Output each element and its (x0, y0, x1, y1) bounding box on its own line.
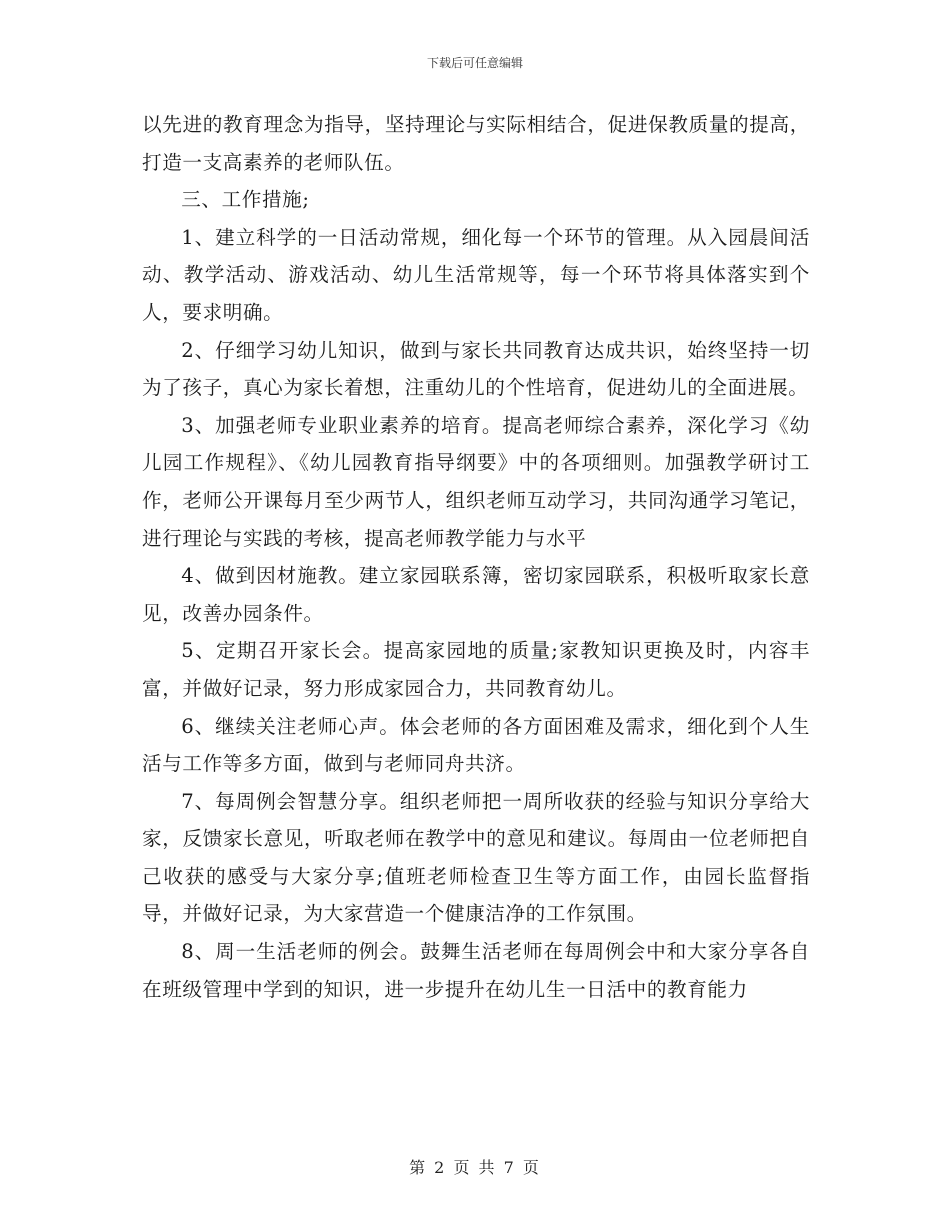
paragraph-measure-2: 2、仔细学习幼儿知识，做到与家长共同教育达成共识，始终坚持一切为了孩子，真心为家长着想，注重幼儿的个性培育，促进幼儿的全面进展。 (142, 338, 810, 400)
paragraph-measure-7: 7、每周例会智慧分享。组织老师把一周所收获的经验与知识分享给大家，反馈家长意见，听取老师在教学中的意见和建议。每周由一位老师把自己收获的感受与大家分享;值班老师检查卫生等方面工作，由园长监督指导，并做好记录，为大家营造一个健康洁净的工作氛围。 (142, 789, 810, 926)
paragraph-measure-5: 5、定期召开家长会。提高家园地的质量;家教知识更换及时，内容丰富，并做好记录，努力形成家园合力，共同教育幼儿。 (142, 639, 810, 700)
paragraph-intro-continuation: 以先进的教育理念为指导，坚持理论与实际相结合，促进保教质量的提高，打造一支高素养的老师队伍。 (142, 113, 810, 174)
paragraph-measure-1: 1、建立科学的一日活动常规，细化每一个环节的管理。从入园晨间活动、教学活动、游戏活动、幼儿生活常规等，每一个环节将具体落实到个人，要求明确。 (142, 225, 810, 324)
section-heading-work-measures: 三、工作措施; (181, 188, 310, 212)
paragraph-measure-8: 8、周一生活老师的例会。鼓舞生活老师在每周例会中和大家分享各自在班级管理中学到的知识，进一步提升在幼儿生一日活中的教育能力 (142, 940, 810, 1001)
paragraph-measure-3: 3、加强老师专业职业素养的培育。提高老师综合素养，深化学习《幼儿园工作规程》、《幼儿园教育指导纲要》中的各项细则。加强教学研讨工作，老师公开课每月至少两节人，组织老师互动学习，共同沟通学习笔记，进行理论与实践的考核，提高老师教学能力与水平 (142, 413, 810, 550)
page-footer-page-number: 第 2 页 共 7 页 (409, 1158, 541, 1177)
page-header: 下载后可任意编辑 (426, 56, 523, 70)
paragraph-measure-4: 4、做到因材施教。建立家园联系簿，密切家园联系，积极听取家长意见，改善办园条件。 (142, 564, 810, 625)
document-body (142, 106, 810, 1008)
paragraph-measure-6: 6、继续关注老师心声。体会老师的各方面困难及需求，细化到个人生活与工作等多方面，做到与老师同舟共济。 (142, 714, 810, 776)
